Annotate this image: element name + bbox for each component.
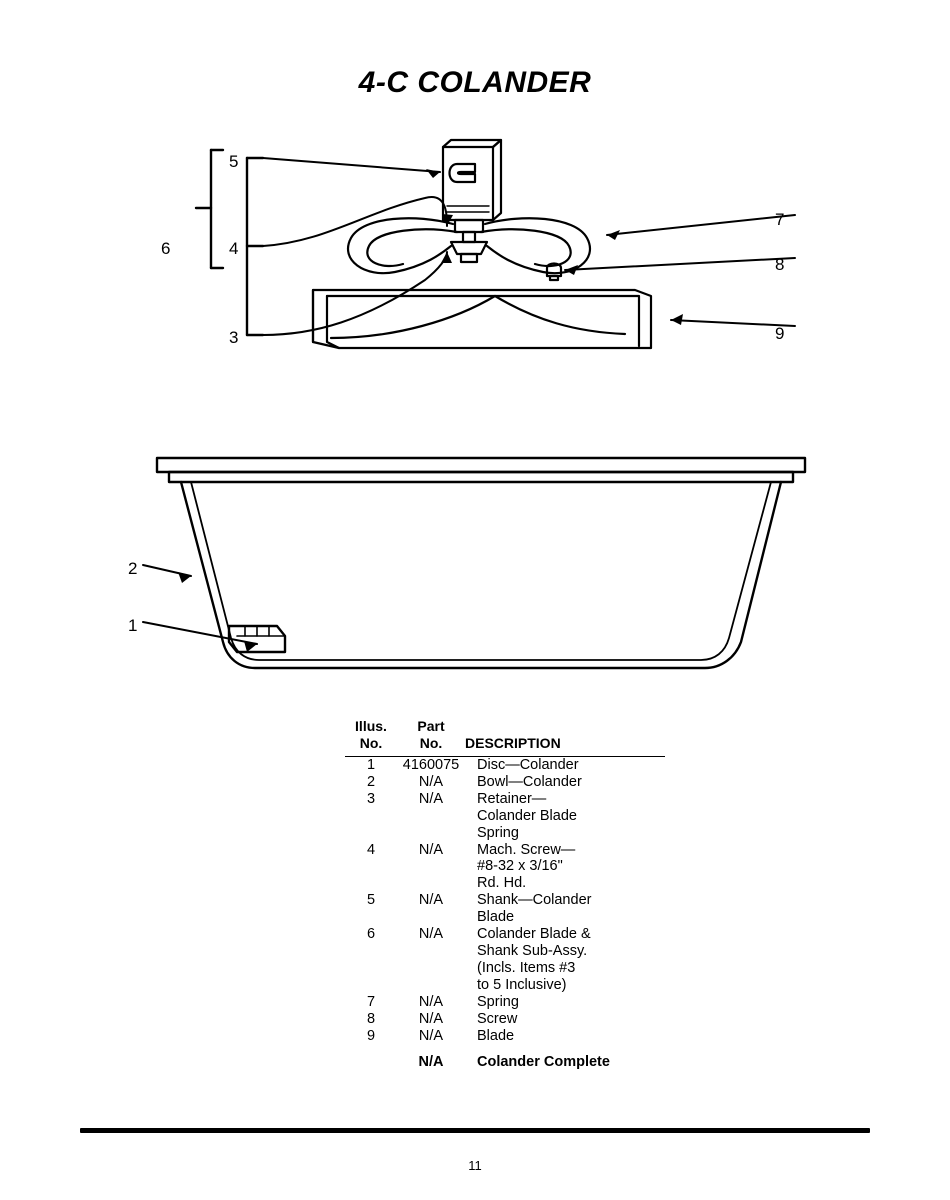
- page-title: 4-C COLANDER: [358, 66, 592, 99]
- desc-line: Colander Blade: [477, 807, 577, 824]
- cell-part: N/A: [418, 926, 444, 943]
- cell-illus: 5: [366, 892, 376, 909]
- cell-part: N/A: [418, 1011, 444, 1028]
- cell-part: N/A: [418, 994, 444, 1011]
- callout-6: 6: [161, 239, 171, 258]
- callout-1: 1: [128, 616, 138, 635]
- callout-3: 3: [229, 328, 239, 347]
- cell-description: [465, 756, 665, 773]
- table-row: [345, 842, 665, 893]
- cell-illus: 6: [366, 926, 376, 943]
- table-row: [345, 994, 665, 1011]
- table-body: [345, 756, 665, 1071]
- figure-colander-bowl: [95, 430, 885, 710]
- cell-part: N/A: [418, 841, 444, 858]
- cell-description: [465, 892, 665, 926]
- cell-part: 4160075: [402, 756, 460, 773]
- desc-line: Blade: [477, 909, 515, 926]
- table-row: [345, 791, 665, 842]
- callout-4: 4: [229, 239, 239, 258]
- callout-9: 9: [775, 324, 785, 343]
- desc-line: Shank—Colander: [477, 892, 592, 909]
- table-row: [345, 926, 665, 994]
- page-number: 11: [468, 1158, 482, 1173]
- table-row: [345, 1028, 665, 1045]
- cell-description: [465, 1028, 665, 1045]
- cell-description-total: Colander Complete: [477, 1053, 610, 1070]
- footer-divider: [80, 1128, 870, 1133]
- desc-line: Spring: [477, 824, 519, 841]
- parts-list-table: [345, 718, 665, 1071]
- cell-description: [465, 842, 665, 893]
- desc-line: Shank Sub-Assy.: [477, 943, 588, 960]
- header-description: DESCRIPTION: [465, 735, 561, 752]
- parts-table: [345, 718, 665, 1071]
- header-part-line2: No.: [419, 735, 443, 752]
- callout-7: 7: [775, 210, 785, 229]
- cell-illus: 8: [366, 1011, 376, 1028]
- cell-description: [465, 774, 665, 791]
- desc-line: Mach. Screw—: [477, 841, 576, 858]
- cell-description: [465, 791, 665, 842]
- cell-illus-total: [345, 1045, 397, 1071]
- desc-line: Bowl—Colander: [477, 773, 582, 790]
- cell-illus: 3: [366, 790, 376, 807]
- table-header-row-1: [345, 718, 665, 735]
- desc-line: Retainer—: [477, 790, 547, 807]
- callout-5: 5: [229, 152, 239, 171]
- cell-part: N/A: [418, 892, 444, 909]
- cell-illus: 1: [366, 756, 376, 773]
- cell-part: N/A: [418, 790, 444, 807]
- desc-line: Disc—Colander: [477, 756, 579, 773]
- cell-description: [465, 926, 665, 994]
- desc-line: to 5 Inclusive): [477, 977, 567, 994]
- callout-2: 2: [128, 559, 138, 578]
- table-total-row: [345, 1045, 665, 1071]
- cell-part-total: N/A: [418, 1053, 444, 1070]
- desc-line: Colander Blade &: [477, 926, 591, 943]
- assembly-drawing: [95, 120, 885, 390]
- cell-illus: 2: [366, 773, 376, 790]
- cell-illus: 4: [366, 841, 376, 858]
- header-illus-line2: No.: [359, 735, 383, 752]
- figure-colander-assembly: [95, 120, 885, 390]
- cell-illus: 9: [366, 1028, 376, 1044]
- desc-line: Screw: [477, 1011, 518, 1028]
- table-row: [345, 774, 665, 791]
- table-row: [345, 892, 665, 926]
- desc-line: Rd. Hd.: [477, 875, 527, 892]
- cell-description: [465, 1011, 665, 1028]
- desc-line: Spring: [477, 994, 519, 1011]
- cell-part: N/A: [418, 1028, 444, 1044]
- cell-description: [465, 994, 665, 1011]
- cell-illus: 7: [366, 994, 376, 1011]
- bowl-drawing: [95, 430, 885, 710]
- header-part-line1: Part: [417, 718, 445, 734]
- desc-line: #8-32 x 3/16": [477, 858, 563, 875]
- table-header: [345, 718, 665, 756]
- desc-line: Blade: [477, 1028, 515, 1044]
- table-row: [345, 756, 665, 773]
- header-illus-line1: Illus.: [355, 718, 387, 734]
- callout-8: 8: [775, 255, 785, 274]
- desc-line: (Incls. Items #3: [477, 960, 576, 977]
- table-row: [345, 1011, 665, 1028]
- cell-part: N/A: [418, 773, 444, 790]
